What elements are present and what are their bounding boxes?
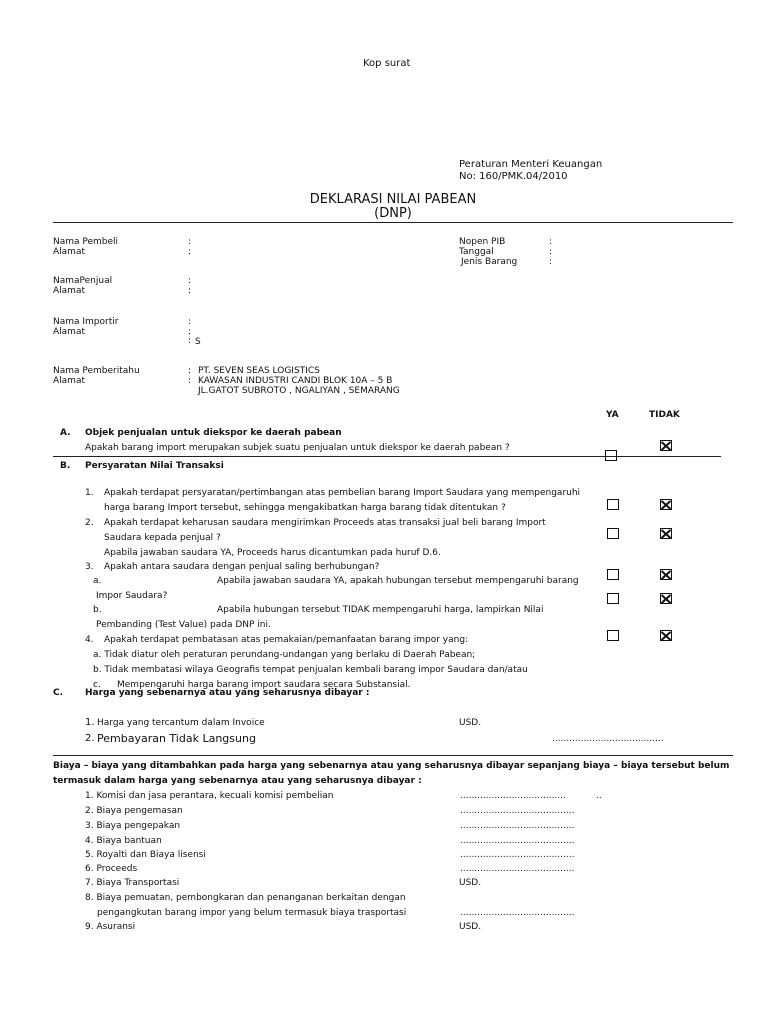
- field-value-s: S: [195, 337, 201, 347]
- regulation-line-2: No: 160/PMK.04/2010: [459, 171, 568, 182]
- b2-text-1: Apakah terdapat keharusan saudara mengirimkan Proceeds atas transaksi jual beli barang Import: [104, 518, 546, 528]
- checkbox-b3b-ya[interactable]: [607, 593, 619, 604]
- checkbox-b1-tidak[interactable]: [660, 499, 672, 510]
- d-item-extra: ..: [596, 791, 602, 801]
- d-item-label: 2. Biaya pengemasan: [85, 806, 183, 816]
- b1-text-1: Apakah terdapat persyaratan/pertimbangan atas pembelian barang Import Saudara yang mempengaruhi: [104, 488, 581, 498]
- b3-number: 3.: [85, 562, 94, 572]
- field-colon: :: [188, 327, 192, 337]
- checkbox-b4-tidak[interactable]: [660, 630, 672, 641]
- section-a-divider: [53, 456, 721, 457]
- field-label: Nama Importir: [53, 317, 119, 327]
- d-item-value[interactable]: ........................................: [460, 908, 575, 918]
- field-colon: :: [188, 317, 192, 327]
- field-colon: :: [549, 247, 553, 257]
- section-b-letter: B.: [60, 461, 71, 471]
- section-c-letter: C.: [53, 688, 64, 698]
- section-a-title: Objek penjualan untuk diekspor ke daerah pabean: [85, 428, 342, 438]
- b1-text-2: harga barang Import tersebut, sehingga mengakibatkan harga barang tidak ditentukan ?: [104, 503, 506, 513]
- d-item-value[interactable]: ........................................: [460, 821, 575, 831]
- checkbox-b1-ya[interactable]: [607, 499, 619, 510]
- b3b-text-2: Pembanding (Test Value) pada DNP ini.: [96, 620, 271, 630]
- b4c-letter: c.: [93, 680, 101, 690]
- d-item-value[interactable]: USD.: [459, 878, 482, 888]
- d-item-value[interactable]: .....................................: [460, 791, 566, 801]
- section-d-intro-1: Biaya – biaya yang ditambahkan pada harga yang sebenarnya atau yang seharusnya dibayar sepanjang biaya – biaya tersebut belum: [53, 761, 730, 771]
- field-colon: :: [188, 376, 192, 386]
- b3b-letter: b.: [93, 605, 102, 615]
- d-item-value[interactable]: ........................................: [460, 850, 575, 860]
- field-colon: :: [188, 237, 192, 247]
- field-label: Nama Pembeli: [53, 237, 119, 247]
- d-item-label: 6. Proceeds: [85, 864, 138, 874]
- field-colon: :: [188, 286, 192, 296]
- c1-label: Harga yang tercantum dalam Invoice: [97, 718, 265, 728]
- field-label: Nopen PIB: [459, 237, 506, 247]
- checkbox-b4-ya[interactable]: [607, 630, 619, 641]
- b3a-text-2: Impor Saudara?: [96, 591, 168, 601]
- checkbox-b3b-tidak[interactable]: [660, 593, 672, 604]
- c1-number: 1.: [85, 717, 95, 728]
- c1-value[interactable]: USD.: [459, 718, 482, 728]
- page-subtitle: (DNP): [374, 206, 412, 221]
- field-label: NamaPenjual: [53, 276, 113, 286]
- d-item-label: 3. Biaya pengepakan: [85, 821, 181, 831]
- kop-surat: Kop surat: [363, 58, 411, 69]
- b1-number: 1.: [85, 488, 94, 498]
- b2-text-2: Saudara kepada penjual ?: [104, 533, 221, 543]
- field-colon: :: [188, 366, 192, 376]
- d-item-value[interactable]: USD.: [459, 922, 482, 932]
- field-colon: :: [549, 237, 553, 247]
- field-value-alamat-pemberitahu-2: JL.GATOT SUBROTO , NGALIYAN , SEMARANG: [198, 386, 400, 396]
- column-ya: YA: [606, 410, 619, 420]
- field-colon: :: [188, 247, 192, 257]
- b3a-letter: a.: [93, 576, 102, 586]
- checkbox-b3a-ya[interactable]: [607, 569, 619, 580]
- field-label: Alamat: [53, 376, 85, 386]
- field-label: Jenis Barang: [461, 257, 518, 267]
- page-title: DEKLARASI NILAI PABEAN: [309, 192, 477, 207]
- field-value-alamat-pemberitahu: KAWASAN INDUSTRI CANDI BLOK 10A – 5 B: [198, 376, 393, 386]
- field-colon: :: [549, 257, 553, 267]
- field-label: Alamat: [53, 286, 85, 296]
- title-divider: [53, 222, 733, 223]
- checkbox-a-tidak[interactable]: [660, 440, 672, 451]
- d-item-value[interactable]: ........................................: [460, 864, 575, 874]
- b4a-text: a. Tidak diatur oleh peraturan perundang-undangan yang berlaku di Daerah Pabean;: [93, 650, 476, 660]
- column-tidak: TIDAK: [649, 410, 680, 420]
- checkbox-b3a-tidak[interactable]: [660, 569, 672, 580]
- d-item-value[interactable]: ........................................: [460, 836, 575, 846]
- d-item-label: 7. Biaya Transportasi: [85, 878, 180, 888]
- d-item-label: 8. Biaya pemuatan, pembongkaran dan penanganan berkaitan dengan: [85, 893, 406, 903]
- d-item-label: 5. Royalti dan Biaya lisensi: [85, 850, 206, 860]
- section-d-intro-2: termasuk dalam harga yang sebenarnya atau yang seharusnya dibayar :: [53, 776, 422, 786]
- b3a-text-1: Apabila jawaban saudara YA, apakah hubungan tersebut mempengaruhi barang: [217, 576, 579, 586]
- c2-number: 2.: [85, 733, 95, 744]
- b4-text: Apakah terdapat pembatasan atas pemakaian/pemanfaatan barang impor yang:: [104, 635, 469, 645]
- field-label: Alamat: [53, 327, 85, 337]
- d-item-label: 4. Biaya bantuan: [85, 836, 162, 846]
- checkbox-b2-tidak[interactable]: [660, 528, 672, 539]
- d-item-label: pengangkutan barang impor yang belum termasuk biaya trasportasi: [97, 908, 407, 918]
- d-item-value[interactable]: ........................................: [460, 806, 575, 816]
- c2-value[interactable]: .......................................: [552, 734, 664, 744]
- b4c-text: Mempengaruhi harga barang import saudara secara Substansial.: [117, 680, 411, 690]
- b2-number: 2.: [85, 518, 94, 528]
- b2-text-3: Apabila jawaban saudara YA, Proceeds harus dicantumkan pada huruf D.6.: [104, 548, 441, 558]
- d-item-label: 9. Asuransi: [85, 922, 136, 932]
- field-label: Alamat: [53, 247, 85, 257]
- regulation-line-1: Peraturan Menteri Keuangan: [459, 159, 603, 170]
- b3-text: Apakah antara saudara dengan penjual saling berhubungan?: [104, 562, 380, 572]
- checkbox-b2-ya[interactable]: [607, 528, 619, 539]
- section-a-question: Apakah barang import merupakan subjek suatu penjualan untuk diekspor ke daerah pabean ?: [85, 443, 510, 453]
- field-label: Tanggal: [459, 247, 494, 257]
- field-colon: :: [188, 336, 192, 346]
- field-colon: :: [188, 276, 192, 286]
- b4-number: 4.: [85, 635, 94, 645]
- c2-label: Pembayaran Tidak Langsung: [97, 732, 256, 745]
- field-value-nama-pemberitahu: PT. SEVEN SEAS LOGISTICS: [198, 366, 320, 376]
- section-a-letter: A.: [60, 428, 71, 438]
- field-label: Nama Pemberitahu: [53, 366, 140, 376]
- section-b-title: Persyaratan Nilai Transaksi: [85, 461, 224, 471]
- b4b-text: b. Tidak membatasi wilaya Geografis tempat penjualan kembali barang impor Saudara dan/atau: [93, 665, 528, 675]
- section-c-divider: [53, 755, 733, 756]
- section-c-title: Harga yang sebenarnya atau yang seharusnya dibayar :: [85, 688, 370, 698]
- d-item-label: 1. Komisi dan jasa perantara, kecuali komisi pembelian: [85, 791, 334, 801]
- b3b-text-1: Apabila hubungan tersebut TIDAK mempengaruhi harga, lampirkan Nilai: [217, 605, 544, 615]
